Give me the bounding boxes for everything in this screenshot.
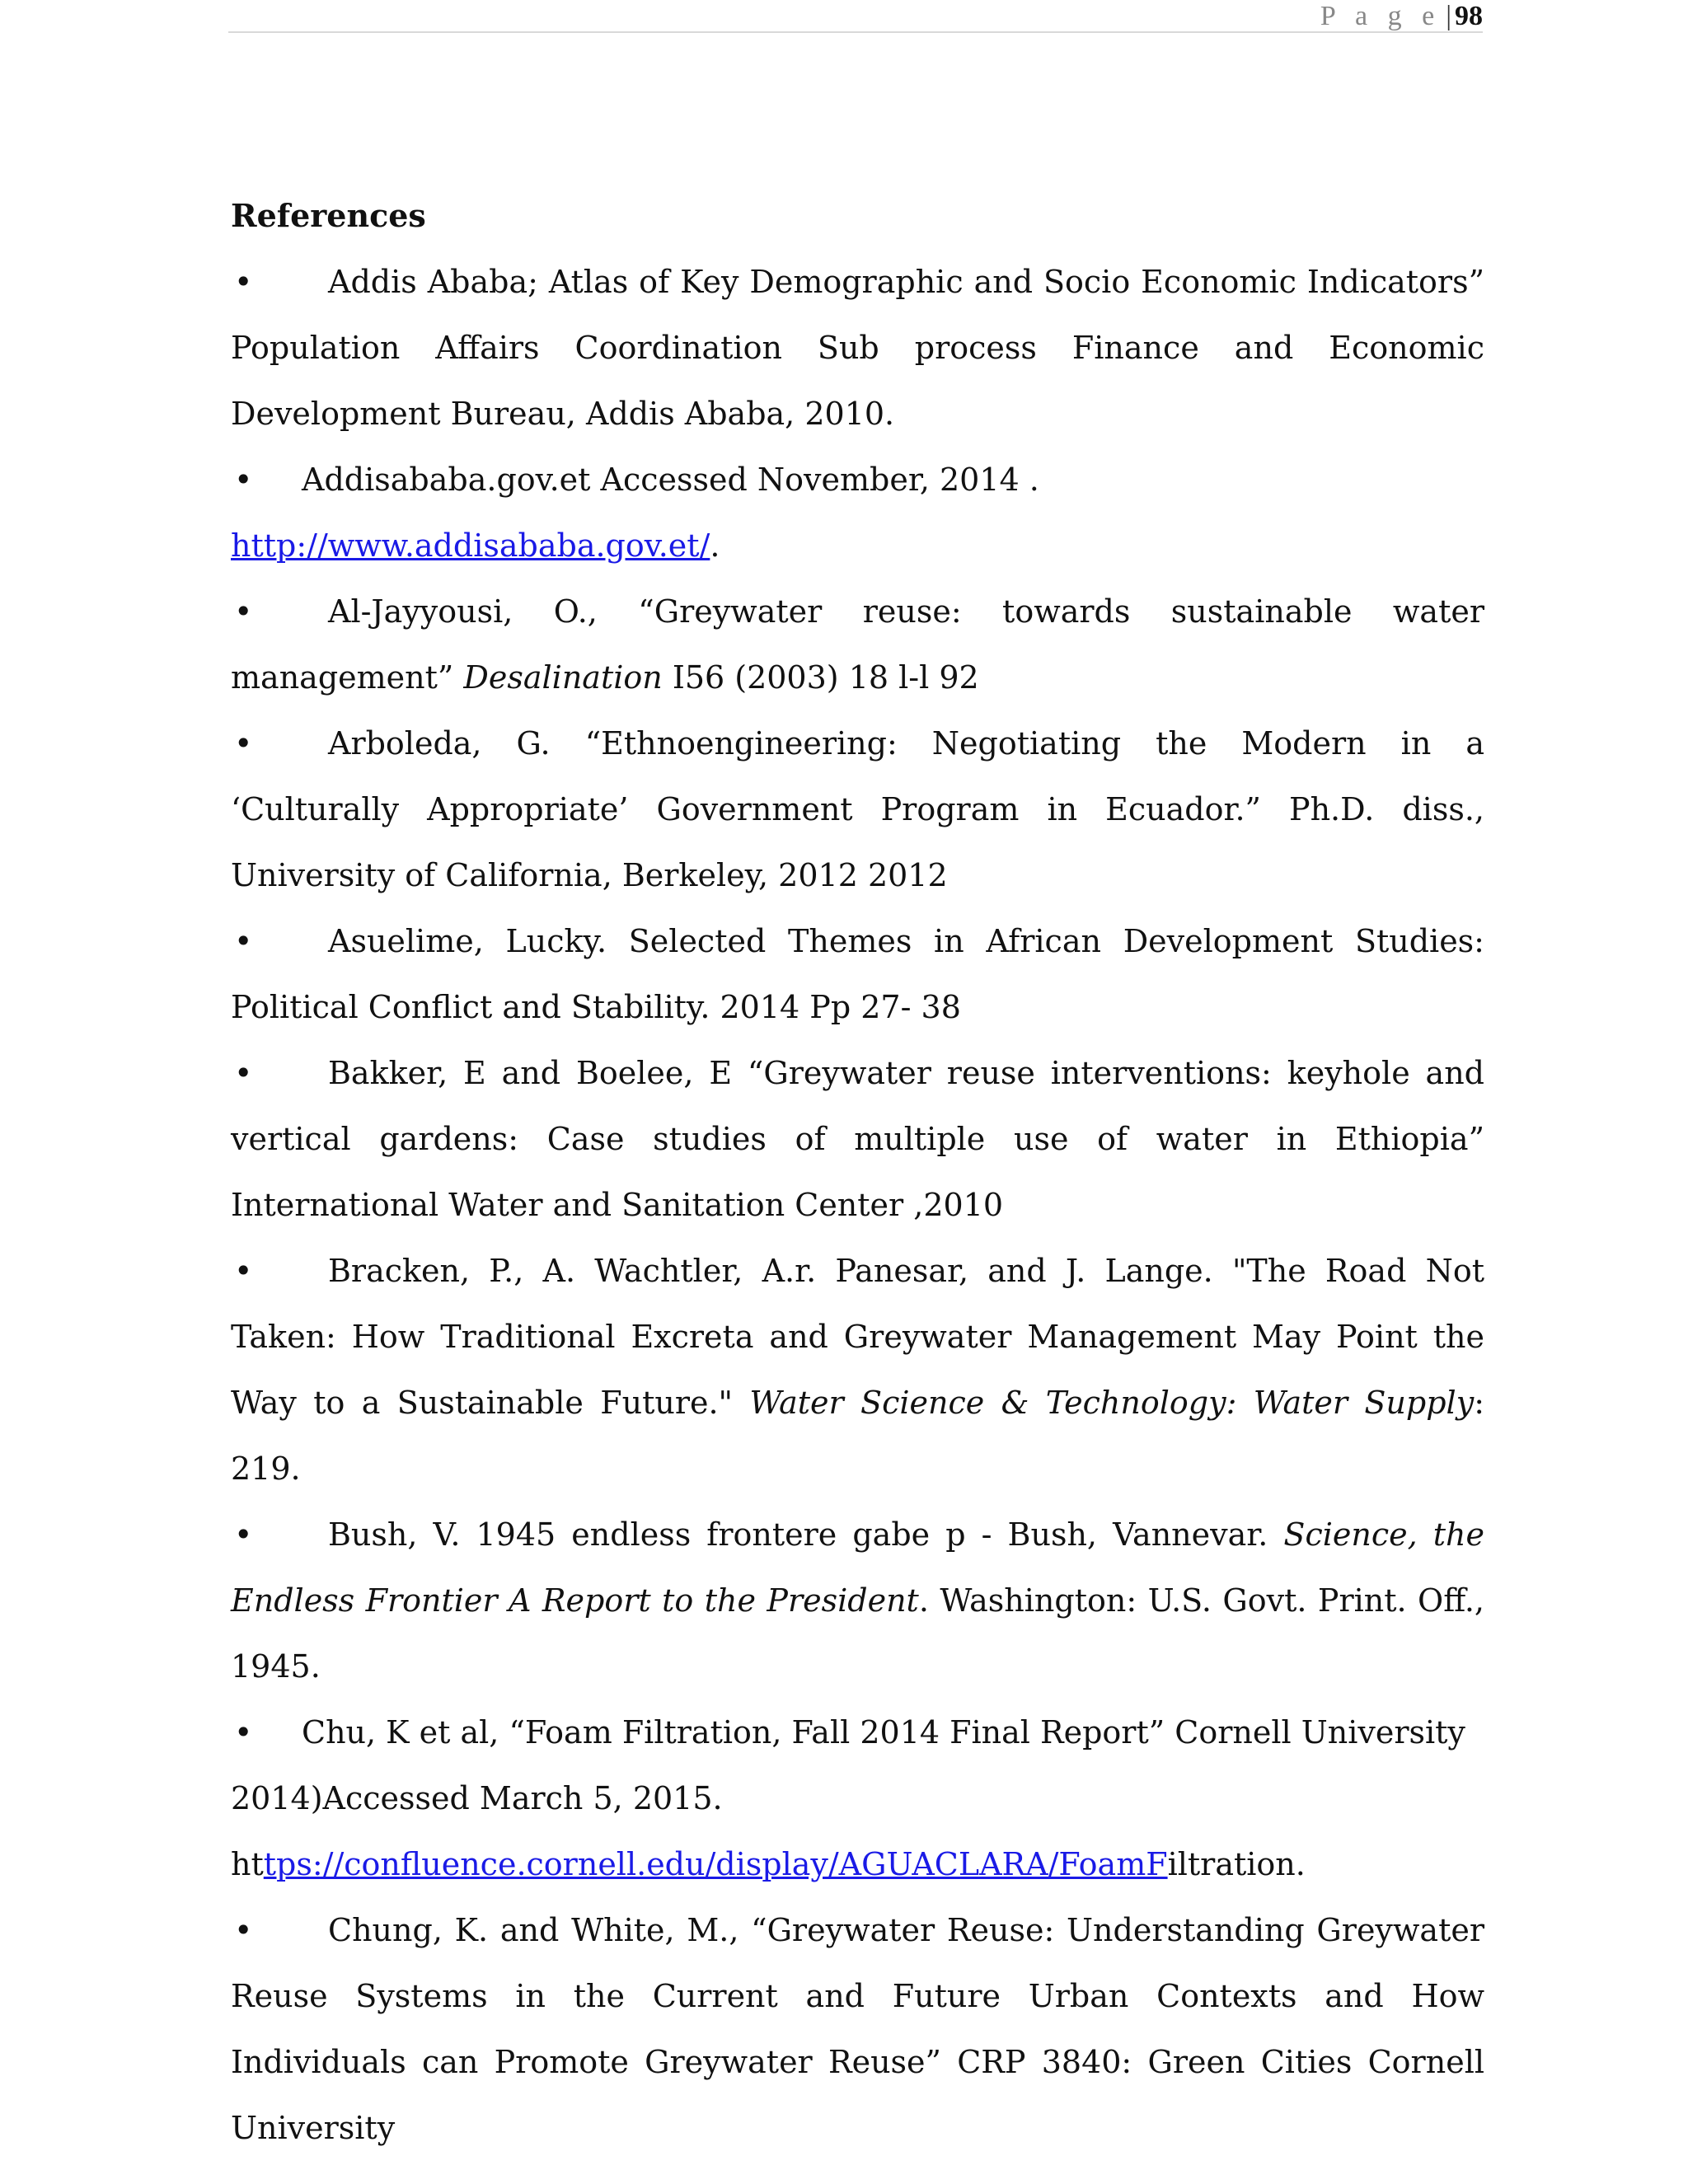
reference-item: [231, 1502, 1484, 1699]
bullet-icon: •: [234, 1912, 253, 1948]
reference-text-end: I56 (2003) 18 l-l 92: [662, 659, 979, 696]
reference-list: [231, 249, 1484, 2161]
bullet-icon: •: [234, 1055, 253, 1091]
bullet-icon: •: [234, 462, 253, 498]
page-separator: |: [1446, 1, 1451, 31]
reference-text-line2: 2014)Accessed March 5, 2015.: [231, 1780, 723, 1816]
url-prefix: ht: [231, 1846, 264, 1882]
reference-text: Chung, K. and White, M., “Greywater Reuse: Understanding Greywater Reuse Systems in the Current and Future Urban Contexts and How Individuals can Promote Greywater Reuse” CRP 3840: Green Cities Cornell University: [231, 1912, 1484, 2146]
bullet-icon: •: [234, 593, 253, 630]
bullet-icon: •: [234, 264, 253, 300]
reference-text-end: . Washington: U.S. Govt. Print. Off., 1945.: [231, 1582, 1484, 1685]
reference-url-line: [231, 1831, 1484, 1897]
reference-text: Addisababa.gov.et Accessed November, 2014 .: [302, 462, 1039, 498]
page-number: 98: [1455, 1, 1483, 31]
reference-title: Science, the Endless Frontier A Report to the President: [231, 1516, 1484, 1619]
bullet-icon: •: [234, 923, 253, 959]
page-number-label: [1320, 2, 1483, 31]
reference-item: [231, 1897, 1484, 2161]
reference-item: [231, 579, 1484, 710]
bullet-icon: •: [234, 725, 253, 762]
reference-text: Arboleda, G. “Ethnoengineering: Negotiating the Modern in a ‘Culturally Appropriate’ Government Program in Ecuador.” Ph.D. diss., University of California, Berkeley, 2012 2012: [231, 725, 1484, 893]
bullet-icon: •: [234, 1714, 253, 1750]
reference-item: [231, 1699, 1484, 1897]
reference-journal: Desalination: [463, 659, 663, 696]
url-suffix: iltration.: [1167, 1846, 1306, 1882]
reference-text: Al-Jayyousi, O., “Greywater reuse: towards sustainable water management”: [231, 593, 1484, 696]
reference-text: Chu, K et al, “Foam Filtration, Fall 2014 Final Report” Cornell University: [302, 1714, 1465, 1750]
reference-item: [231, 908, 1484, 1040]
reference-link[interactable]: tps://confluence.cornell.edu/display/AGUACLARA/FoamF: [263, 1846, 1168, 1882]
reference-text: Asuelime, Lucky. Selected Themes in African Development Studies: Political Conflict and Stability. 2014 Pp 27- 38: [231, 923, 1484, 1025]
reference-text: Bush, V. 1945 endless frontere gabe p - Bush, Vannevar.: [328, 1516, 1284, 1553]
reference-text-end: .: [710, 527, 720, 564]
bullet-icon: •: [234, 1516, 253, 1553]
reference-journal: Water Science & Technology: Water Supply: [749, 1385, 1475, 1421]
reference-item: [231, 1040, 1484, 1238]
reference-text: Addis Ababa; Atlas of Key Demographic and Socio Economic Indicators” Population Affairs Coordination Sub process Finance and Economic Development Bureau, Addis Ababa, 2010.: [231, 264, 1484, 432]
reference-item: [231, 249, 1484, 447]
reference-item: [231, 710, 1484, 908]
reference-item: [231, 447, 1484, 579]
page-word: P a g e: [1320, 1, 1442, 31]
bullet-icon: •: [234, 1253, 253, 1289]
reference-text-end: : 219.: [231, 1385, 1484, 1487]
reference-text: Bracken, P., A. Wachtler, A.r. Panesar, and J. Lange. "The Road Not Taken: How Traditional Excreta and Greywater Management May Point the Way to a Sustainable Future.": [231, 1253, 1484, 1421]
page-header: [228, 0, 1483, 33]
reference-text: Bakker, E and Boelee, E “Greywater reuse interventions: keyhole and vertical gardens: Case studies of multiple use of water in Ethiopia” International Water and Sanitation Center ,2010: [231, 1055, 1484, 1223]
references-heading: References: [231, 197, 426, 234]
document-body: [231, 183, 1484, 2161]
reference-link[interactable]: http://www.addisababa.gov.et/: [231, 527, 710, 564]
reference-item: [231, 1238, 1484, 1502]
